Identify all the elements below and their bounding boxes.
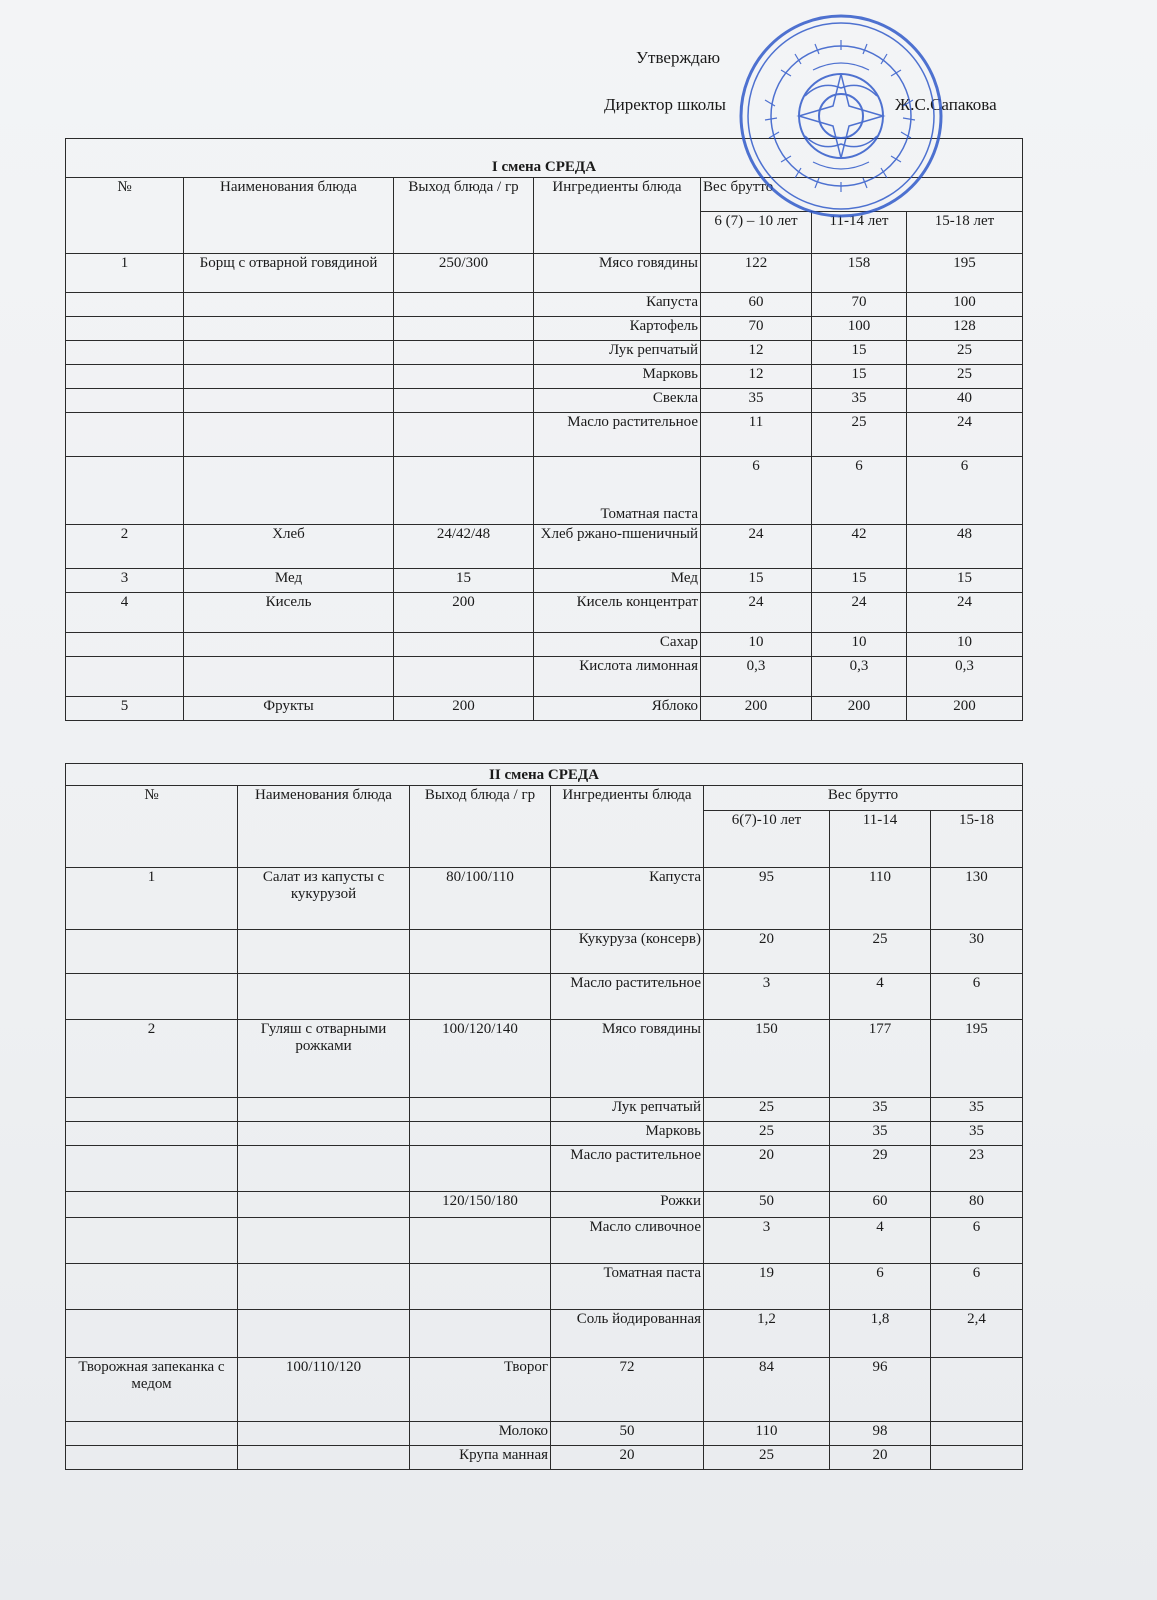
ingredient-name: Крупа манная (410, 1446, 551, 1470)
ingredient-name: Свекла (534, 389, 701, 413)
dish-yield: 200 (394, 697, 534, 721)
shift1-col-no: № (66, 178, 184, 254)
shift1-table-row (66, 341, 1023, 365)
weight-age-group-1: 50 (551, 1422, 704, 1446)
dish-name: Салат из капусты с кукурузой (238, 868, 410, 930)
weight-age-group-1: 3 (704, 1218, 830, 1264)
shift2-table-row (66, 974, 1023, 1020)
shift1-menu-table (65, 138, 1023, 721)
weight-age-group-3: 195 (907, 254, 1023, 293)
shift2-table-row (66, 1264, 1023, 1310)
dish-yield (410, 930, 551, 974)
empty-cell (931, 1422, 1023, 1446)
shift1-title: I смена СРЕДА (66, 139, 1023, 178)
dish-name: Кисель (184, 593, 394, 633)
empty-cell (931, 1446, 1023, 1470)
ingredient-name: Яблоко (534, 697, 701, 721)
dish-name: Фрукты (184, 697, 394, 721)
empty-cell (931, 1358, 1023, 1422)
weight-age-group-1: 11 (701, 413, 812, 457)
ingredient-name: Капуста (551, 868, 704, 930)
row-number (66, 1098, 238, 1122)
shift2-table-row (66, 1192, 1023, 1218)
weight-age-group-2: 70 (812, 293, 907, 317)
weight-age-group-1: 24 (701, 593, 812, 633)
weight-age-group-3: 96 (830, 1358, 931, 1422)
shift2-menu-table (65, 763, 1023, 1470)
weight-age-group-1: 12 (701, 341, 812, 365)
weight-age-group-2: 60 (830, 1192, 931, 1218)
shift1-col-weight: Вес брутто (701, 178, 1023, 212)
shift2-table-row (66, 1098, 1023, 1122)
weight-age-group-2: 25 (830, 930, 931, 974)
dish-name (66, 1446, 238, 1470)
weight-age-group-1: 20 (551, 1446, 704, 1470)
ingredient-name: Хлеб ржано-пшеничный (534, 525, 701, 569)
row-number (66, 389, 184, 413)
weight-age-group-1: 25 (704, 1122, 830, 1146)
dish-yield: 100/110/120 (238, 1358, 410, 1422)
dish-name (184, 389, 394, 413)
weight-age-group-3: 6 (931, 1264, 1023, 1310)
row-number (66, 633, 184, 657)
row-number (66, 657, 184, 697)
row-number (66, 1310, 238, 1358)
weight-age-group-2: 42 (812, 525, 907, 569)
shift1-age-group-1: 6 (7) – 10 лет (701, 212, 812, 254)
row-number: 2 (66, 525, 184, 569)
dish-yield: 250/300 (394, 254, 534, 293)
weight-age-group-1: 150 (704, 1020, 830, 1098)
weight-age-group-3: 98 (830, 1422, 931, 1446)
director-label: Директор школы (604, 95, 726, 114)
dish-name (66, 1422, 238, 1446)
dish-yield (394, 633, 534, 657)
shift1-col-dish: Наименования блюда (184, 178, 394, 254)
shift1-table-row (66, 317, 1023, 341)
ingredient-name: Масло сливочное (551, 1218, 704, 1264)
weight-age-group-3: 40 (907, 389, 1023, 413)
ingredient-name: Масло растительное (551, 974, 704, 1020)
ingredient-name: Капуста (534, 293, 701, 317)
shift1-table-row (66, 633, 1023, 657)
shift2-table-row (66, 1358, 1023, 1422)
weight-age-group-3: 15 (907, 569, 1023, 593)
weight-age-group-1: 1,2 (704, 1310, 830, 1358)
shift2-title: II смена СРЕДА (66, 764, 1023, 786)
shift2-table-row (66, 1422, 1023, 1446)
dish-yield (410, 1146, 551, 1192)
official-stamp-seal (735, 10, 947, 222)
ingredient-name: Сахар (534, 633, 701, 657)
ingredient-name: Томатная паста (534, 457, 701, 525)
weight-age-group-3: 195 (931, 1020, 1023, 1098)
weight-age-group-1: 6 (701, 457, 812, 525)
dish-yield: 120/150/180 (410, 1192, 551, 1218)
row-number (66, 1264, 238, 1310)
shift1-table-row (66, 389, 1023, 413)
shift2-col-yield: Выход блюда / гр (410, 786, 551, 868)
ingredient-name: Мясо говядины (534, 254, 701, 293)
weight-age-group-3: 6 (931, 1218, 1023, 1264)
weight-age-group-1: 20 (704, 1146, 830, 1192)
ingredient-name: Масло растительное (534, 413, 701, 457)
dish-name (238, 930, 410, 974)
shift2-table-row (66, 1146, 1023, 1192)
dish-name (184, 341, 394, 365)
ingredient-name: Лук репчатый (551, 1098, 704, 1122)
weight-age-group-3: 10 (907, 633, 1023, 657)
weight-age-group-1: 15 (701, 569, 812, 593)
shift2-col-no: № (66, 786, 238, 868)
row-number (66, 457, 184, 525)
shift1-table-row (66, 413, 1023, 457)
weight-age-group-1: 19 (704, 1264, 830, 1310)
shift2-table-row (66, 1310, 1023, 1358)
ingredient-name: Творог (410, 1358, 551, 1422)
row-number: 5 (66, 697, 184, 721)
shift2-table-row (66, 1446, 1023, 1470)
weight-age-group-3: 35 (931, 1122, 1023, 1146)
dish-yield (394, 317, 534, 341)
ingredient-name: Марковь (534, 365, 701, 389)
dish-name (238, 1192, 410, 1218)
ingredient-name: Кисель концентрат (534, 593, 701, 633)
weight-age-group-1: 0,3 (701, 657, 812, 697)
shift2-col-weight: Вес брутто (704, 786, 1023, 811)
weight-age-group-2: 177 (830, 1020, 931, 1098)
row-number (66, 317, 184, 341)
ingredient-name: Лук репчатый (534, 341, 701, 365)
row-number (66, 974, 238, 1020)
dish-name (184, 413, 394, 457)
dish-yield: 24/42/48 (394, 525, 534, 569)
shift1-table-row (66, 697, 1023, 721)
shift2-col-ingredients: Ингредиенты блюда (551, 786, 704, 868)
ingredient-name: Масло растительное (551, 1146, 704, 1192)
weight-age-group-2: 6 (812, 457, 907, 525)
weight-age-group-2: 200 (812, 697, 907, 721)
weight-age-group-3: 130 (931, 868, 1023, 930)
ingredient-name: Кукуруза (консерв) (551, 930, 704, 974)
weight-age-group-2: 1,8 (830, 1310, 931, 1358)
row-number (66, 1122, 238, 1146)
dish-yield (394, 365, 534, 389)
dish-name (184, 457, 394, 525)
dish-name (184, 633, 394, 657)
shift2-age-group-3: 15-18 (931, 811, 1023, 868)
weight-age-group-1: 25 (704, 1098, 830, 1122)
shift2-table-row (66, 1020, 1023, 1098)
weight-age-group-3: 20 (830, 1446, 931, 1470)
weight-age-group-1: 72 (551, 1358, 704, 1422)
weight-age-group-2: 35 (812, 389, 907, 413)
dish-yield (238, 1422, 410, 1446)
weight-age-group-3: 30 (931, 930, 1023, 974)
dish-name (184, 365, 394, 389)
weight-age-group-3: 6 (907, 457, 1023, 525)
dish-yield (410, 1122, 551, 1146)
dish-name (184, 317, 394, 341)
weight-age-group-2: 35 (830, 1098, 931, 1122)
shift1-age-group-3: 15-18 лет (907, 212, 1023, 254)
weight-age-group-1: 70 (701, 317, 812, 341)
ingredient-name: Мясо говядины (551, 1020, 704, 1098)
weight-age-group-3: 128 (907, 317, 1023, 341)
weight-age-group-1: 10 (701, 633, 812, 657)
weight-age-group-3: 2,4 (931, 1310, 1023, 1358)
ingredient-name: Соль йодированная (551, 1310, 704, 1358)
weight-age-group-2: 110 (830, 868, 931, 930)
weight-age-group-2: 4 (830, 974, 931, 1020)
weight-age-group-3: 35 (931, 1098, 1023, 1122)
dish-yield (394, 293, 534, 317)
dish-name (184, 293, 394, 317)
dish-yield (410, 1218, 551, 1264)
weight-age-group-2: 35 (830, 1122, 931, 1146)
dish-name: Хлеб (184, 525, 394, 569)
shift1-table-row (66, 525, 1023, 569)
dish-name: Гуляш с отварными рожками (238, 1020, 410, 1098)
weight-age-group-3: 80 (931, 1192, 1023, 1218)
weight-age-group-3: 24 (907, 413, 1023, 457)
dish-name (238, 1146, 410, 1192)
dish-name (238, 974, 410, 1020)
ingredient-name: Картофель (534, 317, 701, 341)
row-number: 3 (66, 569, 184, 593)
dish-yield (410, 974, 551, 1020)
director-name: Ж.С.Сапакова (895, 95, 997, 114)
shift2-table-row (66, 930, 1023, 974)
weight-age-group-3: 100 (907, 293, 1023, 317)
row-number (66, 1192, 238, 1218)
weight-age-group-3: 0,3 (907, 657, 1023, 697)
row-number: 1 (66, 868, 238, 930)
weight-age-group-3: 25 (907, 365, 1023, 389)
weight-age-group-1: 200 (701, 697, 812, 721)
weight-age-group-3: 25 (907, 341, 1023, 365)
weight-age-group-2: 84 (704, 1358, 830, 1422)
ingredient-name: Марковь (551, 1122, 704, 1146)
weight-age-group-2: 110 (704, 1422, 830, 1446)
ingredient-name: Молоко (410, 1422, 551, 1446)
weight-age-group-2: 15 (812, 569, 907, 593)
weight-age-group-1: 95 (704, 868, 830, 930)
dish-yield (394, 457, 534, 525)
dish-yield (394, 413, 534, 457)
row-number (66, 930, 238, 974)
weight-age-group-1: 60 (701, 293, 812, 317)
shift1-table-row (66, 593, 1023, 633)
weight-age-group-2: 10 (812, 633, 907, 657)
approval-title: Утверждаю (636, 48, 721, 67)
weight-age-group-1: 3 (704, 974, 830, 1020)
shift1-table-row (66, 569, 1023, 593)
shift1-col-yield: Выход блюда / гр (394, 178, 534, 254)
dish-name: Мед (184, 569, 394, 593)
weight-age-group-3: 200 (907, 697, 1023, 721)
dish-yield: 200 (394, 593, 534, 633)
row-number (66, 293, 184, 317)
dish-yield (410, 1264, 551, 1310)
row-number (66, 341, 184, 365)
weight-age-group-2: 6 (830, 1264, 931, 1310)
dish-yield (394, 341, 534, 365)
weight-age-group-3: 48 (907, 525, 1023, 569)
weight-age-group-1: 122 (701, 254, 812, 293)
shift2-table-row (66, 1218, 1023, 1264)
row-number: 2 (66, 1020, 238, 1098)
shift2-col-dish: Наименования блюда (238, 786, 410, 868)
dish-name (238, 1310, 410, 1358)
dish-name (184, 657, 394, 697)
weight-age-group-1: 35 (701, 389, 812, 413)
row-number (66, 1146, 238, 1192)
row-number: 4 (66, 593, 184, 633)
dish-yield (394, 657, 534, 697)
weight-age-group-2: 25 (812, 413, 907, 457)
weight-age-group-3: 24 (907, 593, 1023, 633)
shift1-table-row (66, 457, 1023, 525)
weight-age-group-1: 12 (701, 365, 812, 389)
shift1-table-row (66, 293, 1023, 317)
weight-age-group-2: 0,3 (812, 657, 907, 697)
weight-age-group-2: 29 (830, 1146, 931, 1192)
weight-age-group-2: 15 (812, 365, 907, 389)
shift1-table-row (66, 365, 1023, 389)
dish-name (238, 1122, 410, 1146)
weight-age-group-3: 23 (931, 1146, 1023, 1192)
row-number: 1 (66, 254, 184, 293)
weight-age-group-1: 50 (704, 1192, 830, 1218)
dish-yield (394, 389, 534, 413)
dish-yield (238, 1446, 410, 1470)
weight-age-group-2: 24 (812, 593, 907, 633)
shift2-age-group-1: 6(7)-10 лет (704, 811, 830, 868)
dish-yield (410, 1310, 551, 1358)
weight-age-group-2: 4 (830, 1218, 931, 1264)
dish-name (238, 1264, 410, 1310)
weight-age-group-2: 25 (704, 1446, 830, 1470)
row-number (66, 413, 184, 457)
weight-age-group-2: 158 (812, 254, 907, 293)
ingredient-name: Томатная паста (551, 1264, 704, 1310)
dish-name (238, 1098, 410, 1122)
dish-name: Творожная запеканка с медом (66, 1358, 238, 1422)
shift2-age-group-2: 11-14 (830, 811, 931, 868)
dish-yield: 15 (394, 569, 534, 593)
ingredient-name: Мед (534, 569, 701, 593)
dish-yield: 80/100/110 (410, 868, 551, 930)
shift1-age-group-2: 11-14 лет (812, 212, 907, 254)
row-number (66, 365, 184, 389)
weight-age-group-1: 24 (701, 525, 812, 569)
shift2-table-row (66, 1122, 1023, 1146)
row-number (66, 1218, 238, 1264)
shift1-col-ingredients: Ингредиенты блюда (534, 178, 701, 254)
ingredient-name: Рожки (551, 1192, 704, 1218)
ingredient-name: Кислота лимонная (534, 657, 701, 697)
dish-name: Борщ с отварной говядиной (184, 254, 394, 293)
dish-yield (410, 1098, 551, 1122)
dish-name (238, 1218, 410, 1264)
weight-age-group-2: 15 (812, 341, 907, 365)
weight-age-group-3: 6 (931, 974, 1023, 1020)
shift1-table-row (66, 254, 1023, 293)
weight-age-group-1: 20 (704, 930, 830, 974)
weight-age-group-2: 100 (812, 317, 907, 341)
dish-yield: 100/120/140 (410, 1020, 551, 1098)
shift1-table-row (66, 657, 1023, 697)
shift2-table-row (66, 868, 1023, 930)
